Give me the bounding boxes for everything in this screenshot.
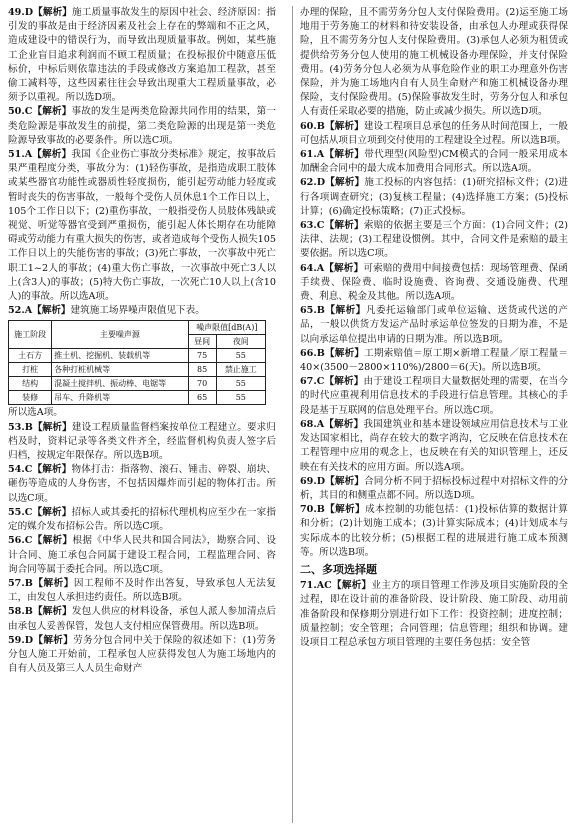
table-cell-day: 65	[188, 391, 216, 405]
answer-item	[300, 475, 568, 503]
table-cell-day: 75	[188, 349, 216, 363]
analysis-tag: 【解析】	[32, 535, 73, 547]
table-cell-source: 推土机、挖掘机、装载机等	[52, 349, 189, 363]
table-row	[9, 349, 266, 363]
question-number: 60.B	[300, 120, 325, 132]
answer-item	[300, 176, 568, 219]
right-column	[300, 6, 568, 650]
answer-item	[8, 463, 276, 506]
question-number: 69.D	[300, 475, 326, 487]
answer-text: 根据《中华人民共和国合同法》，勘察合同、设计合同、施工承包合同属于建设工程合同，工程监理合同、咨询合同等属于委托合同。所以选C项。	[8, 535, 277, 575]
question-number: 71.AC	[300, 580, 332, 592]
analysis-tag: 【解析】	[324, 504, 366, 516]
answer-text: 带代理型(风险型)CM模式的合同一般采用成本加酬金合同中的最大成本加费用合同形式。所以选A项。	[300, 149, 568, 175]
analysis-tag: 【解析】	[32, 149, 72, 161]
analysis-tag: 【解析】	[32, 305, 71, 317]
answer-item	[8, 105, 276, 148]
analysis-tag: 【解析】	[325, 475, 365, 487]
analysis-tag: 【解析】	[32, 464, 72, 476]
answer-item	[8, 6, 276, 105]
analysis-tag: 【解析】	[324, 149, 365, 161]
answer-text: 劳务分包合同中关于保险的叙述如下：(1)劳务分包人施工开始前，工程承包人应获得发包人为施工场地内的自有人员及第三人人员生命财产	[8, 634, 277, 675]
answer-text: 建设工程质量监督档案按单位工程建立。要求归档及时，资料记录等各类文件齐全，经监督机构负责人签字后归档，按规定年限保存。所以选B项。	[8, 421, 277, 462]
analysis-tag: 【解析】	[32, 506, 72, 518]
left-column	[8, 6, 276, 676]
table-cell-source: 吊车、升降机等	[52, 391, 189, 405]
answer-text: 建设工程项目总承包的任务从时间范围上，一般可包括从项目立项到交付使用的工程建设全过程。所以选B项。	[300, 120, 569, 146]
question-number: 57.B	[8, 577, 33, 589]
answer-text: 建筑施工场界噪声限值见下表。	[70, 305, 205, 317]
analysis-tag: 【解析】	[331, 580, 372, 592]
table-header-day: 昼间	[188, 335, 216, 349]
question-number: 65.B	[300, 305, 325, 317]
answer-item	[8, 577, 276, 605]
answer-text: 物体打击：指落物、滚石、锤击、碎裂、崩块、砸伤等造成的人身伤害，不包括因爆炸而引起的物体打击。所以选C项。	[8, 464, 276, 504]
answer-text: 索赔的依据主要是三个方面：(1)合同文件；(2)法律、法规；(3)工程建设惯例。其中，合同文件是索赔的最主要依据。所以选C项。	[300, 220, 568, 260]
question-number: 67.C	[300, 376, 325, 388]
answer-item	[8, 406, 276, 420]
table-cell-phase: 装修	[9, 391, 52, 405]
answer-text: 事故的发生是两类危险源共同作用的结果，第一类危险源是事故发生的前提，第二类危险源的出现是第一类危险源导致事故的必要条件。所以选C项。	[8, 106, 276, 146]
analysis-tag: 【解析】	[324, 120, 364, 132]
table-header-night: 夜间	[216, 335, 265, 349]
analysis-tag: 【解析】	[324, 305, 366, 317]
table-cell-source: 混凝土搅拌机、振动棒、电锯等	[52, 377, 189, 391]
question-number: 55.C	[8, 506, 33, 518]
table-row	[9, 377, 266, 391]
answer-item	[300, 347, 568, 375]
answer-item	[8, 421, 276, 464]
table-cell-day: 85	[188, 363, 216, 377]
answer-text: 成本控制的功能包括：(1)投标估算的数据计算和分析；(2)计划施工成本；(3)计算实际成本；(4)计划成本与实际成本的比较分析；(5)根据工程的进展进行施工成本预测等。所以选B项。	[300, 504, 569, 558]
question-number: 64.A	[300, 262, 325, 274]
analysis-tag: 【解析】	[324, 220, 364, 232]
answer-text: 工期索赔值＝原工期×新增工程量／原工程量＝40×(3500－2800×110%)/2800＝6(天)。所以选B项。	[300, 347, 568, 374]
answer-item	[8, 506, 276, 534]
table-cell-phase: 土石方	[9, 349, 52, 363]
question-number: 51.A	[8, 149, 33, 161]
answer-text: 我国《企业伤亡事故分类标准》规定，按事故后果严重程度分类，事故分为：(1)轻伤事故，是指造成职工肢体或某些器官功能性或器质性轻度损伤，能引起劳动能力轻度或暂时丧失的伤害事故，一般每个受伤人员休息1个工作日以上，105个工作日以下；(2)重伤事故，一般指受伤人员肢体残缺或视觉、听觉等器官受到严重损伤，能引起人体长期存在功能障碍或劳动能力有重大损失的伤害，或者造成每个受伤人损失105工作日以上的失能伤害的事故；(3)死亡事故，一次事故中死亡职工1~2人的事故；(4)重大伤亡事故，一次事故中死亡3人以上(含3人)的事故；(5)特大伤亡事故，一次死亡10人以上(含10人)的事故。所以选A项。	[8, 149, 277, 303]
answer-text: 施工质量事故发生的原因中社会、经济原因：指引发的事故是由于经济因素及社会上存在的弊端和不正之风，造成建设中的错误行为，而导致出现质量事故。例如，某些施工企业盲目追求利润而不顾工程质量；在投标报价中随意压低标价，中标后则依靠违法的手段或修改方案追加工程款，甚至偷工减料等，这些因素往往会导致出现重大工程质量事故，必须予以重视。所以选D项。	[8, 7, 277, 104]
answer-text: 合同分析不同于招标投标过程中对招标文件的分析，其目的和侧重点都不同。所以选D项。	[300, 475, 569, 501]
section-heading: 二、多项选择题	[300, 562, 377, 576]
answer-text: 施工投标的内容包括：(1)研究招标文件；(2)进行各项调查研究；(3)复核工程量；(4)选择施工方案；(5)投标计算；(6)确定投标策略；(7)正式投标。	[300, 177, 568, 217]
answer-item	[300, 120, 568, 148]
table-header-source: 主要噪声源	[52, 321, 189, 349]
question-number: 70.B	[300, 504, 325, 516]
question-number: 49.D	[8, 7, 34, 18]
answer-text: 办理的保险，且不需劳务分包人支付保险费用。(2)运至施工场地用于劳务施工的材料和待安装设备，由承包人办理或获得保险，且不需劳务分包人支付保险费用。(3)承包人必须为租赁或提供给劳务分包人使用的施工机械设备办理保险，并支付保险费用。(4)劳务分包人必须为从事危险作业的职工办理意外伤害保险，并为施工场地内自有人员生命财产和施工机械设备办理保险，支付保险费用。(5)保险事故发生时，劳务分包人和承包人有责任采取必要的措施，防止或减少损失。所以选D项。	[300, 7, 568, 118]
answer-text: 由于建设工程项目大量数据处理的需要，在当今的时代应重视利用信息技术的手段进行信息管理。其核心的手段是基于互联网的信息处理平台。所以选C项。	[300, 376, 568, 416]
table-row	[9, 391, 266, 405]
answer-item	[300, 418, 568, 475]
answer-item	[300, 6, 568, 120]
table-header-phase: 施工阶段	[9, 321, 52, 349]
table-cell-night: 55	[216, 391, 265, 405]
answer-text: 业主方的项目管理工作涉及项目实施阶段的全过程，即在设计前的准备阶段、设计阶段、施工阶段、动用前准备阶段和保修期分别进行如下工作：投资控制；进度控制；质量控制；安全管理；合同管理；信息管理；组织和协调。建设项目工程总承包方项目管理的主要任务包括：安全管	[300, 580, 569, 648]
question-number: 68.A	[300, 418, 325, 430]
question-number: 52.A	[8, 305, 33, 317]
answer-text: 因工程师不及时作出答复，导致承包人无法复工，由发包人承担违约责任。所以选B项。	[8, 577, 277, 604]
analysis-tag: 【解析】	[32, 577, 74, 589]
analysis-tag: 【解析】	[324, 418, 364, 430]
analysis-tag: 【解析】	[324, 376, 364, 388]
noise-limit-table	[8, 320, 266, 405]
answer-text: 凡委托运输部门或单位运输、送货或代送的产品，一般以供货方发运产品时承运单位签发的日期为准，不是以向承运单位提出申请的日期为准。所以选B项。	[300, 305, 569, 345]
column-divider	[292, 6, 293, 823]
table-header-limit: 噪声限值[dB(A)]	[188, 321, 265, 335]
answer-item	[8, 148, 276, 304]
table-cell-night: 禁止施工	[216, 363, 265, 377]
answer-item	[300, 219, 568, 262]
answer-text: 招标人或其委托的招标代理机构应至少在一家指定的媒介发布招标公告。所以选C项。	[8, 506, 276, 533]
answer-item	[8, 605, 276, 633]
analysis-tag: 【解析】	[33, 7, 73, 18]
answer-text: 我国建筑业和基本建设领域应用信息技术与工业发达国家相比，尚存在较大的数字鸿沟，它反映在信息技术在工程管理中应用的观念上，也反映在有关的知识管理上，还反映在有关技术的应用方面。所以选A项。	[300, 418, 569, 473]
table-cell-day: 70	[188, 377, 216, 391]
answer-item	[300, 304, 568, 347]
question-number: 56.C	[8, 535, 33, 547]
answer-text: 发包人供应的材料设备，承包人派人参加清点后由承包人妥善保管，发包人支付相应保管费用。所以选B项。	[8, 606, 277, 632]
question-number: 58.B	[8, 606, 33, 618]
table-row	[9, 363, 266, 377]
answer-item	[8, 634, 276, 677]
question-number: 54.C	[8, 464, 33, 476]
answer-item	[8, 534, 276, 577]
question-number: 62.D	[300, 177, 326, 189]
answer-item	[300, 262, 568, 305]
table-cell-night: 55	[216, 349, 265, 363]
answer-text: 可索赔的费用中间接费包括：现场管理费、保函手续费、保险费、临时设施费、咨询费、交通设施费、代理费、利息、税金及其他。所以选A项。	[300, 262, 569, 303]
answer-text: 所以选A项。	[8, 407, 63, 419]
question-number: 59.D	[8, 634, 34, 646]
question-number: 61.A	[300, 149, 325, 161]
table-cell-phase: 结构	[9, 377, 52, 391]
question-number: 50.C	[8, 106, 33, 118]
analysis-tag: 【解析】	[325, 177, 365, 189]
answer-item	[300, 148, 568, 176]
question-number: 66.B	[300, 347, 325, 359]
table-cell-phase: 打桩	[9, 363, 52, 377]
answer-item	[300, 375, 568, 418]
analysis-tag: 【解析】	[32, 421, 72, 433]
analysis-tag: 【解析】	[32, 606, 72, 618]
analysis-tag: 【解析】	[324, 262, 364, 274]
question-number: 63.C	[300, 220, 325, 232]
question-number: 53.B	[8, 421, 33, 433]
table-cell-source: 各种打桩机械等	[52, 363, 189, 377]
table-cell-night: 55	[216, 377, 265, 391]
answer-item	[300, 579, 568, 650]
analysis-tag: 【解析】	[33, 634, 74, 646]
answer-item	[300, 503, 568, 560]
answer-item	[8, 304, 276, 318]
analysis-tag: 【解析】	[32, 106, 72, 118]
analysis-tag: 【解析】	[324, 347, 365, 359]
